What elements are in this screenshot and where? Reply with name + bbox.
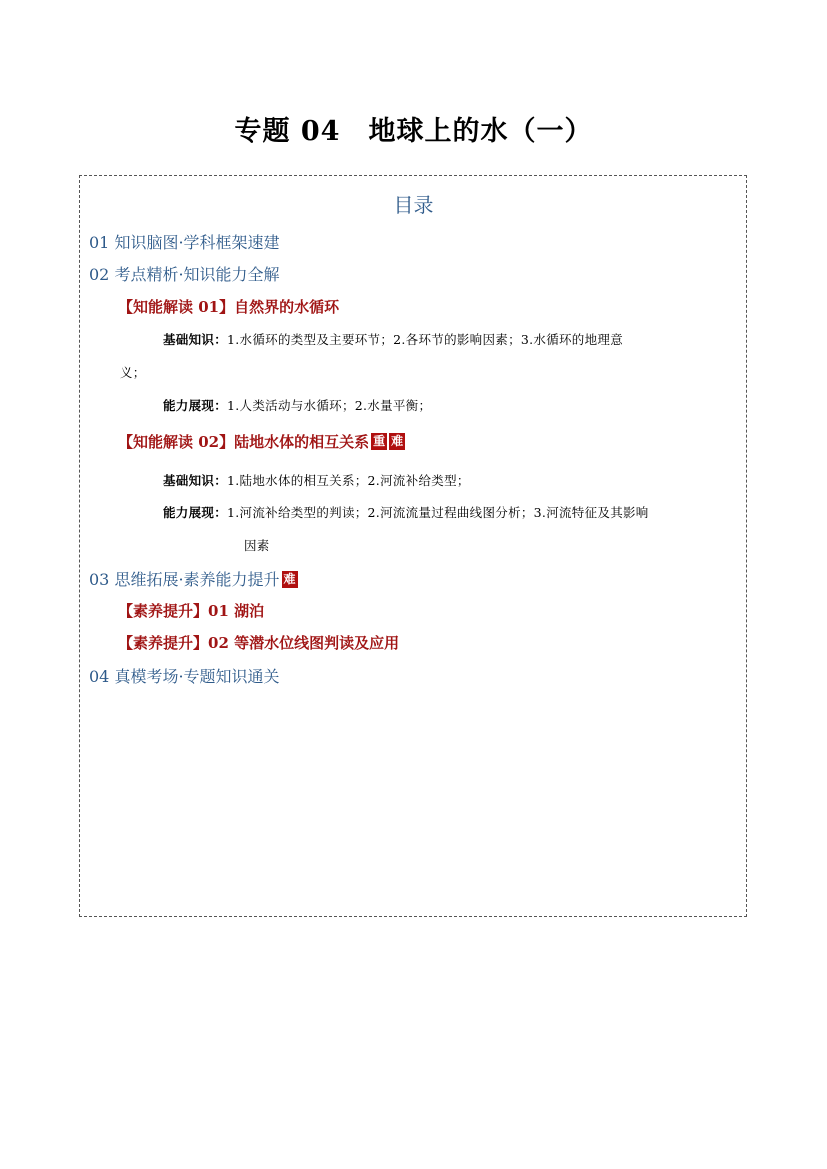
- badge-important: 重: [373, 434, 386, 448]
- detail-text: 1.河流补给类型的判读；2.河流流量过程曲线图分析；3.河流特征及其影响: [227, 505, 649, 520]
- toc-section-02[interactable]: 02 考点精析·知识能力全解: [89, 265, 280, 284]
- toc-item-water-table-map[interactable]: 【素养提升】02 等潜水位线图判读及应用: [118, 634, 400, 652]
- detail-basic-2: [163, 471, 470, 489]
- toc-item-land-water[interactable]: [118, 431, 405, 452]
- detail-ability-2: [163, 503, 649, 521]
- toc-frame: [79, 175, 747, 917]
- detail-label: 基础知识：: [163, 332, 228, 347]
- badge-difficult: 难: [283, 572, 296, 586]
- detail-ability-1: [163, 396, 431, 414]
- detail-basic-1-cont: 义；: [120, 365, 146, 380]
- badge-difficult: 难: [391, 434, 404, 448]
- detail-text: 1.水循环的类型及主要环节；2.各环节的影响因素；3.水循环的地理意: [227, 332, 623, 347]
- detail-label: 能力展现：: [163, 398, 228, 413]
- detail-basic-1: [163, 330, 623, 348]
- toc-section-04[interactable]: 04 真模考场·专题知识通关: [89, 667, 280, 686]
- detail-ability-2-cont: 因素: [244, 538, 270, 553]
- page-title: 专题 04 地球上的水（一）: [234, 116, 593, 147]
- toc-section-01[interactable]: 01 知识脑图·学科框架速建: [89, 233, 280, 252]
- detail-text: 1.陆地水体的相互关系；2.河流补给类型；: [227, 473, 470, 488]
- detail-label: 能力展现：: [163, 505, 228, 520]
- detail-text: 1.人类活动与水循环；2.水量平衡；: [227, 398, 432, 413]
- toc-item-label: 【知能解读 02】陆地水体的相互关系: [118, 433, 370, 451]
- toc-heading: 目录: [393, 193, 434, 217]
- toc-section-03[interactable]: [89, 567, 298, 590]
- toc-item-lakes[interactable]: 【素养提升】01 湖泊: [118, 602, 265, 620]
- detail-label: 基础知识：: [163, 473, 228, 488]
- section-label: 03 思维拓展·素养能力提升: [89, 570, 280, 589]
- toc-item-water-cycle[interactable]: 【知能解读 01】自然界的水循环: [118, 298, 340, 316]
